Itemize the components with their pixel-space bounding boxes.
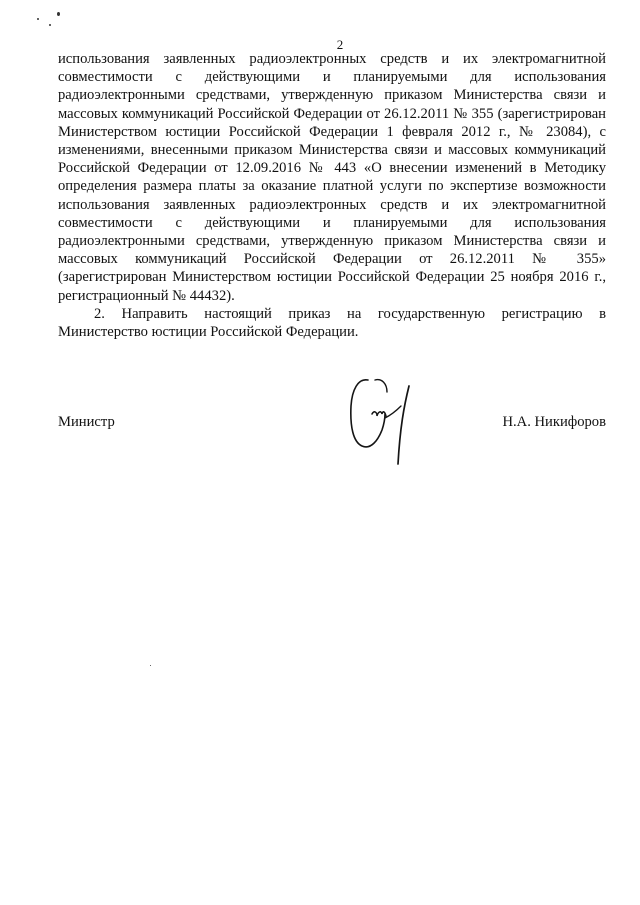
signatory-name: Н.А. Никифоров [502,414,606,430]
page-number: 2 [336,37,344,52]
scan-speck [57,12,60,16]
paragraph-item-2: 2. Направить настоящий приказ на государственную регистрацию в Министерство юстиции Российской Федерации. [58,305,606,341]
scan-speck [37,18,39,20]
scan-speck [49,24,51,26]
document-body [58,50,606,341]
signatory-position: Министр [58,414,115,430]
scan-speck [150,665,151,666]
paragraph-continuation: использования заявленных радиоэлектронных средств и их электромагнитной совместимости с действующими и планируемыми для использования радиоэлектронными средствами, утвержденную приказом Министерства связи и массовых коммуникаций Российской Федерации от 26.12.2011 № 355 (зарегистрирован Министерством юстиции Российской Федерации 1 февраля 2012 г., № 23084), с изменениями, внесенными приказом Министерства связи и массовых коммуникаций Российской Федерации от 12.09.2016 № 443 «О внесении изменений в Методику определения размера платы за оказание платной услуги по экспертизе возможности использования заявленных радиоэлектронных средств и их электромагнитной совместимости с действующими и планируемыми для использования радиоэлектронными средствами, утвержденную приказом Министерства связи и массовых коммуникаций Российской Федерации от 26.12.2011 № 355» (зарегистрирован Министерством юстиции Российской Федерации 25 ноября 2016 г., регистрационный № 44432). [58,51,606,304]
signature-block [58,413,606,433]
